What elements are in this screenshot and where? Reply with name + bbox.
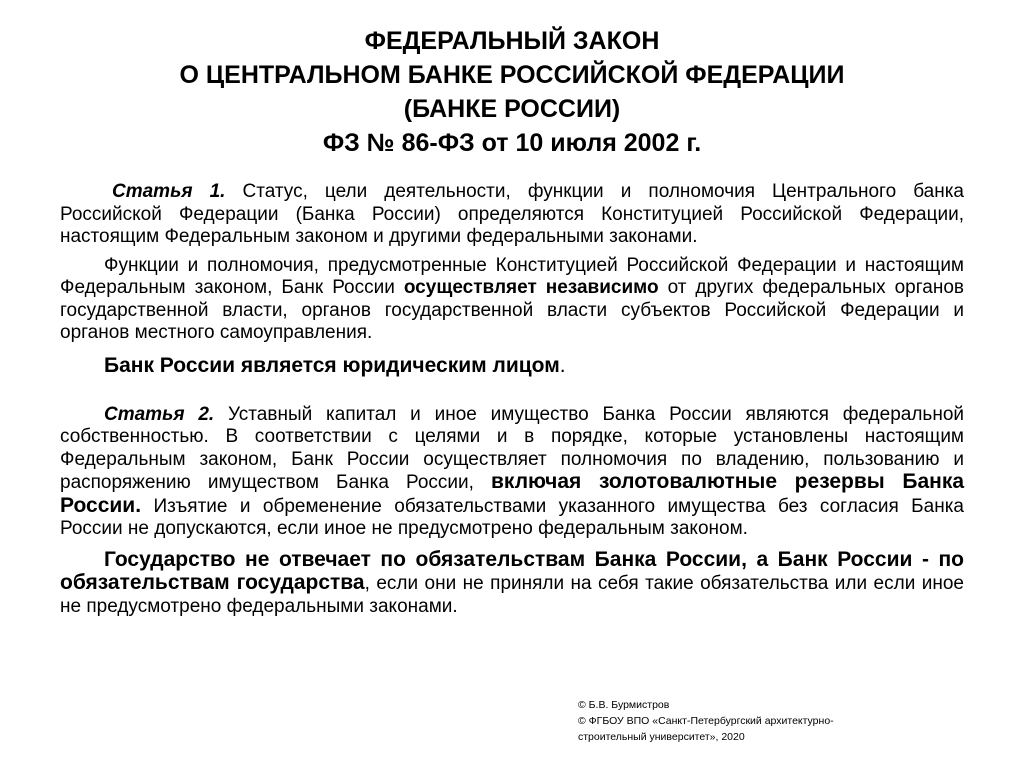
title-line-1: ФЕДЕРАЛЬНЫЙ ЗАКОН: [364, 27, 660, 55]
article-2-label: Статья 2.: [104, 403, 215, 425]
article-1-text: Статус, цели деятельности, функции и полномочия Центрального банка Российской Федерации (Банка России) определяются Конституцией Российской Федерации, настоящим Федеральным законом и другими федеральными законами.: [60, 181, 964, 247]
article-2-bold: включая золотовалютные резервы Банка России.: [60, 470, 965, 517]
copyright-institution-line-2: строительный университет», 2020: [578, 731, 745, 743]
legal-entity-paragraph: [60, 353, 964, 378]
document-title: [60, 24, 964, 160]
article-2-text-before: Уставный капитал и иное имущество Банка России являются федеральной собственностью. В соответствии с целями и в порядке, которые установлены настоящим Федеральным законом, Банк России осуществляет полномочия по владению, пользованию и распоряжению имуществом Банка России,: [60, 403, 964, 493]
article-2-text-after: Изъятие и обременение обязательствами указанного имущества без согласия Банка России не допускаются, если иное не предусмотрено федеральным законом.: [60, 495, 964, 539]
article-1-label: Статья 1.: [112, 181, 226, 202]
legal-entity-bold: Банк России является юридическим лицом: [104, 353, 560, 377]
state-liability-paragraph: [60, 549, 964, 619]
copyright-footer: [578, 697, 938, 745]
title-line-3: (БАНКЕ РОССИИ): [403, 95, 621, 123]
copyright-author: © Б.В. Бурмистров: [578, 699, 670, 711]
state-liability-bold: Государство не отвечает по обязательствам Банка России, а Банк России - по обязательствам государства: [60, 547, 964, 594]
article-1-paragraph: [60, 181, 964, 249]
independence-text-after: от других федеральных органов государственной власти, органов государственной власти субъектов Российской Федерации и органов местного самоуправления.: [60, 277, 964, 343]
title-line-4: ФЗ № 86-ФЗ от 10 июля 2002 г.: [322, 129, 702, 157]
copyright-institution-line-1: © ФГБОУ ВПО «Санкт-Петербургский архитектурно-: [578, 715, 834, 727]
document-body: [60, 181, 964, 618]
legal-entity-text-after: .: [559, 353, 566, 377]
article-2-paragraph: [60, 404, 964, 541]
state-liability-text-after: , если они не приняли на себя такие обязательства или если иное не предусмотрено федеральными законами.: [60, 573, 964, 617]
independence-text-before: Функции и полномочия, предусмотренные Конституцией Российской Федерации и настоящим Федеральным законом, Банк России: [60, 254, 964, 298]
title-line-2: О ЦЕНТРАЛЬНОМ БАНКЕ РОССИЙСКОЙ ФЕДЕРАЦИИ: [179, 61, 845, 89]
independence-bold: осуществляет независимо: [403, 277, 659, 298]
independence-paragraph: [60, 255, 964, 345]
